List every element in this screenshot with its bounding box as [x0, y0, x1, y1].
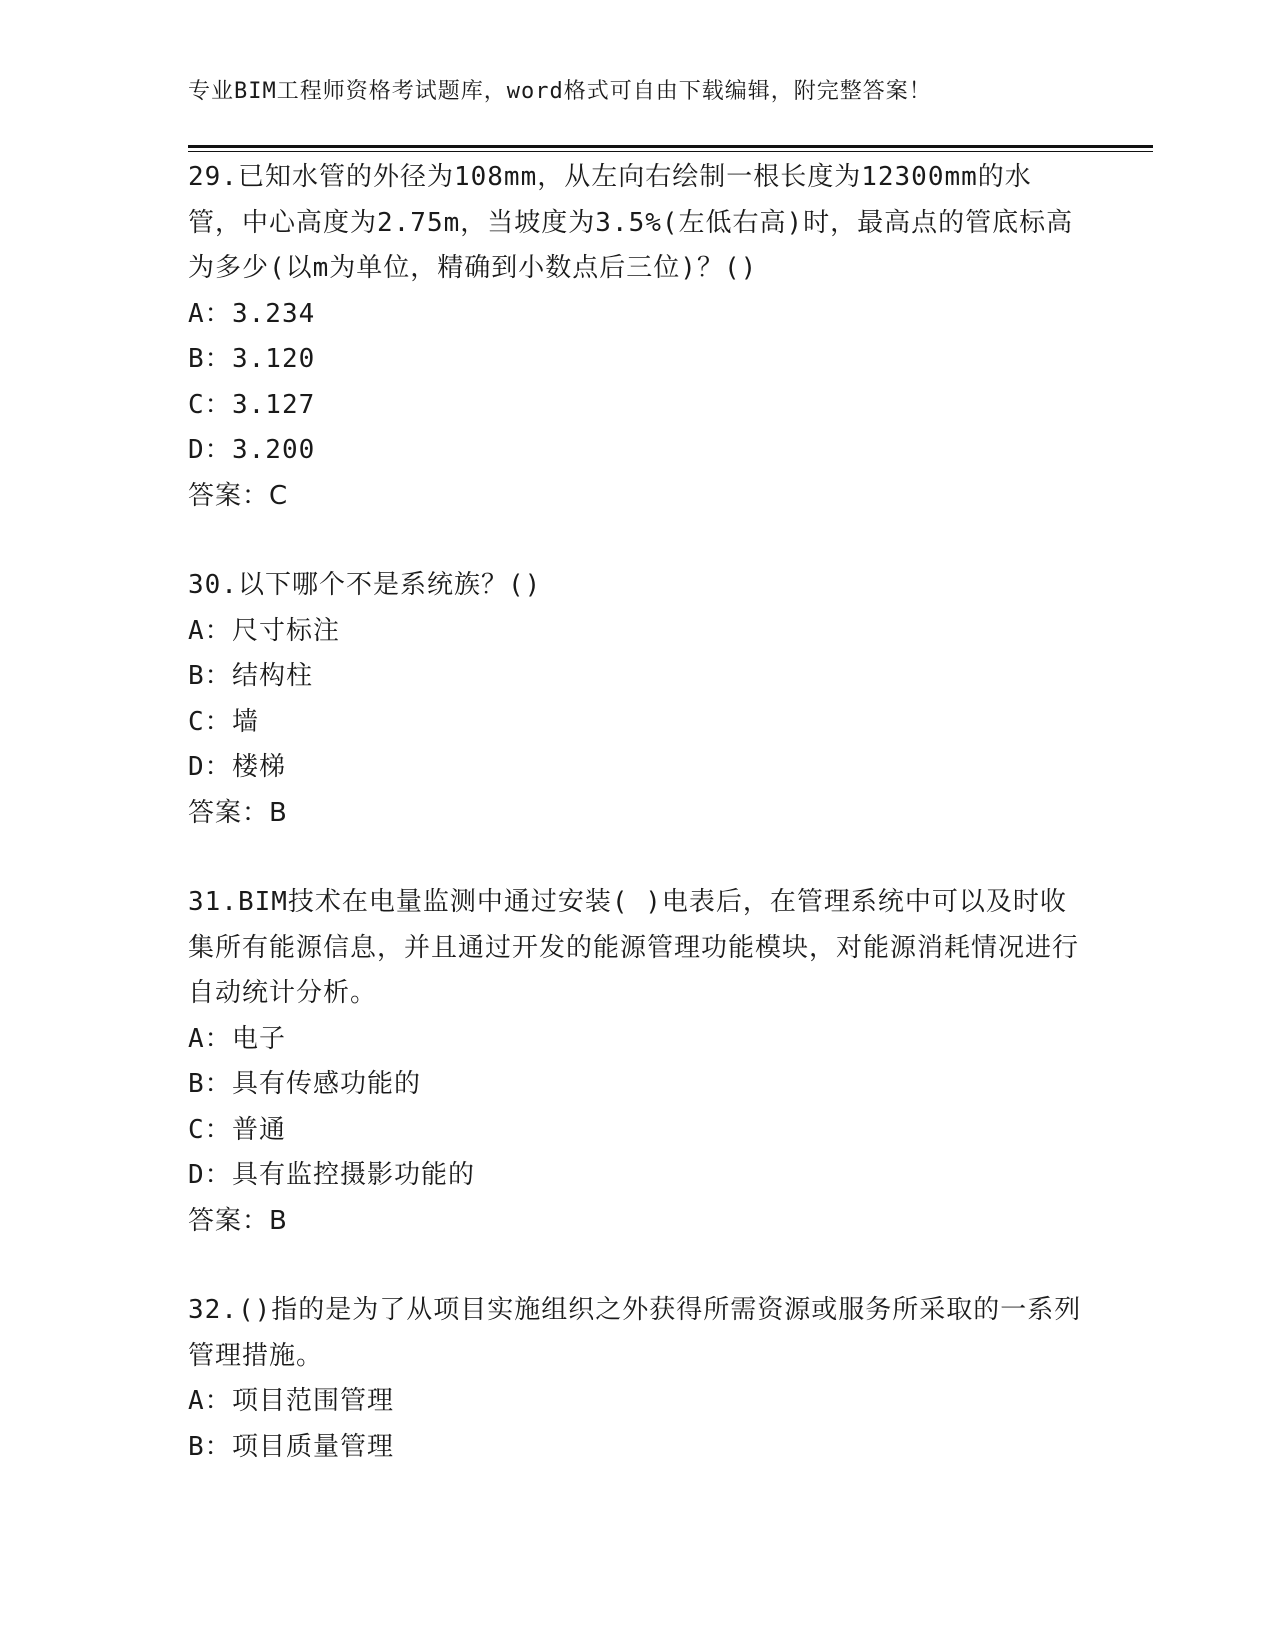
option-letter: C：: [188, 1114, 232, 1145]
option-b: [188, 337, 1093, 383]
option-a: [188, 609, 1093, 655]
option-letter: C：: [188, 389, 232, 420]
option-text: 具有监控摄影功能的: [232, 1160, 476, 1190]
option-letter: D：: [188, 435, 232, 465]
question-stem: 30.以下哪个不是系统族？(): [188, 570, 542, 600]
question-30: [188, 563, 1093, 836]
question-list: [188, 155, 1093, 1514]
option-b: [188, 1425, 1093, 1471]
option-c: [188, 700, 1093, 746]
page-header: 专业BIM工程师资格考试题库，word格式可自由下载编辑，附完整答案！: [188, 79, 932, 104]
option-text: 3.234: [232, 298, 316, 329]
answer-line: 答案：C: [188, 480, 289, 511]
option-text: 墙: [232, 706, 260, 737]
option-letter: B：: [188, 661, 232, 691]
option-letter: A：: [188, 1023, 232, 1054]
option-text: 具有传感功能的: [232, 1069, 422, 1099]
option-letter: D：: [188, 752, 232, 782]
answer-line: 答案：B: [188, 797, 288, 828]
option-letter: A：: [188, 1386, 232, 1416]
option-letter: C：: [188, 706, 232, 737]
option-text: 尺寸标注: [232, 615, 341, 646]
option-text: 结构柱: [232, 661, 314, 691]
option-d: [188, 745, 1093, 791]
option-text: 3.127: [232, 389, 316, 420]
option-text: 电子: [232, 1023, 287, 1054]
option-letter: A：: [188, 615, 232, 646]
question-stem: 32.()指的是为了从项目实施组织之外获得所需资源或服务所采取的一系列管理措施。: [188, 1295, 1082, 1371]
question-stem: 29.已知水管的外径为108mm，从左向右绘制一根长度为12300mm的水管，中心高度为2.75m，当坡度为3.5%(左低右高)时，最高点的管底标高为多少(以m为单位，精确到小数点后三位)？(): [188, 162, 1074, 283]
option-d: [188, 428, 1093, 474]
option-text: 3.120: [232, 344, 316, 374]
option-text: 3.200: [232, 435, 316, 465]
option-letter: B：: [188, 344, 232, 374]
option-b: [188, 654, 1093, 700]
question-32: [188, 1288, 1093, 1470]
question-29: [188, 155, 1093, 519]
option-text: 楼梯: [232, 752, 287, 782]
option-d: [188, 1153, 1093, 1199]
option-text: 项目范围管理: [232, 1386, 395, 1416]
option-c: [188, 1108, 1093, 1154]
question-31: [188, 880, 1093, 1244]
option-c: [188, 383, 1093, 429]
question-stem: 31.BIM技术在电量监测中通过安装( )电表后，在管理系统中可以及时收集所有能源信息，并且通过开发的能源管理功能模块，对能源消耗情况进行自动统计分析。: [188, 887, 1080, 1008]
header-divider: [188, 145, 1153, 152]
option-letter: B：: [188, 1069, 232, 1099]
option-a: [188, 1379, 1093, 1425]
option-a: [188, 1017, 1093, 1063]
option-a: [188, 292, 1093, 338]
option-letter: B：: [188, 1431, 232, 1462]
option-letter: D：: [188, 1160, 232, 1190]
option-b: [188, 1062, 1093, 1108]
option-text: 普通: [232, 1114, 287, 1145]
option-text: 项目质量管理: [232, 1431, 395, 1462]
option-letter: A：: [188, 298, 232, 329]
answer-line: 答案：B: [188, 1205, 288, 1236]
